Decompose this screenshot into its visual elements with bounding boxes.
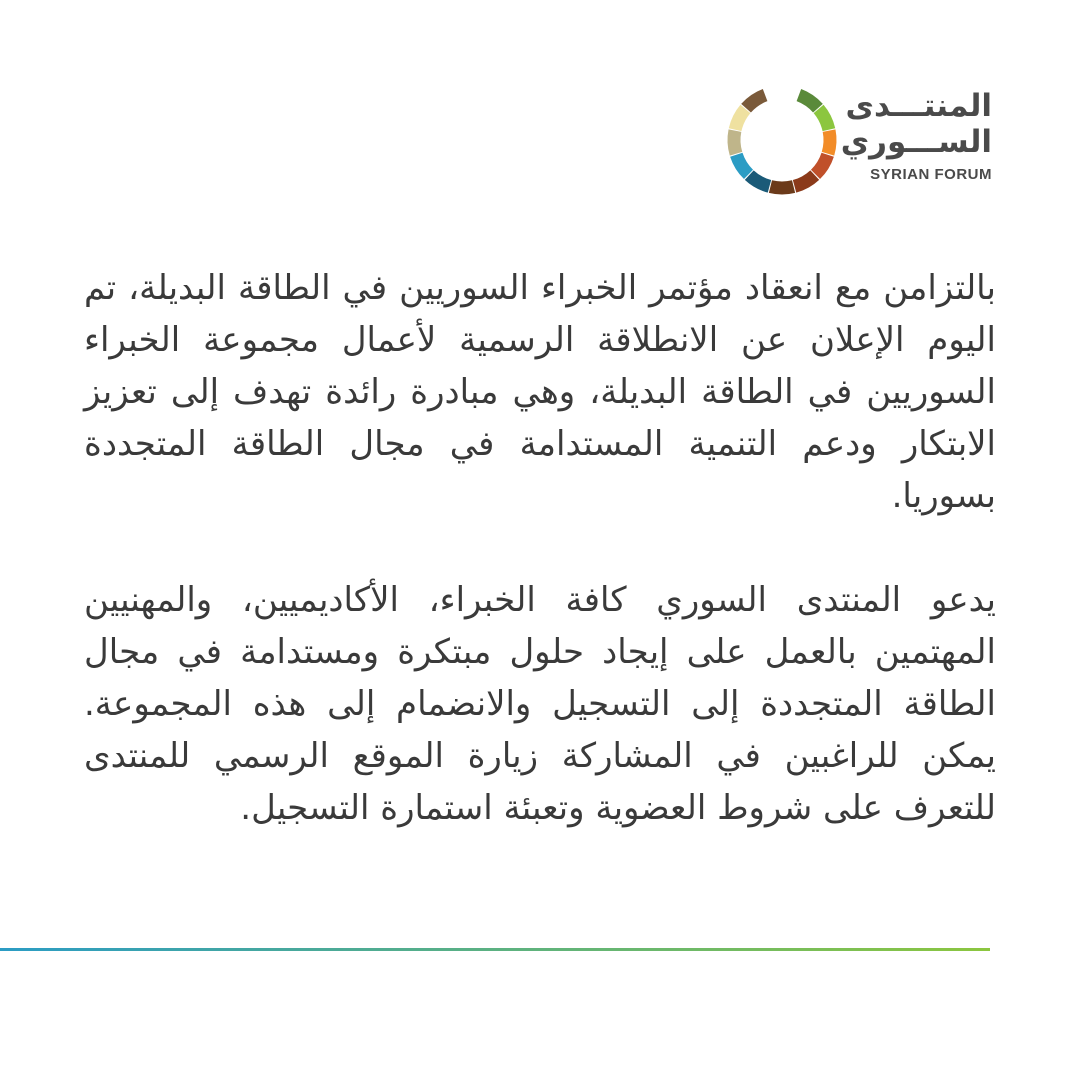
- syrian-forum-logo: [724, 82, 994, 198]
- logo-name-arabic-line-2: الســـوري: [840, 124, 992, 160]
- logo-ring-segment: [815, 155, 827, 175]
- logo-ring-segment: [795, 175, 815, 186]
- logo-ring-icon: [724, 82, 840, 198]
- announcement-paragraph-1: بالتزامن مع انعقاد مؤتمر الخبراء السوريين في الطاقة البديلة، تم اليوم الإعلان عن الانطلاقة الرسمية لأعمال مجموعة الخبراء السوريين في الطاقة البديلة، وهي مبادرة رائدة تهدف إلى تعزيز الابتكار ودعم التنمية المستدامة في مجال الطاقة المتجددة بسوريا.: [84, 268, 996, 516]
- logo-ring-segment: [828, 131, 830, 154]
- logo-ring-segment: [746, 95, 765, 108]
- accent-divider-line: [0, 948, 990, 951]
- logo-ring-segment: [736, 155, 748, 175]
- logo-text: [840, 88, 992, 183]
- logo-ring-segment: [735, 109, 745, 130]
- logo-ring-segment: [749, 175, 769, 186]
- logo-ring-segment: [799, 95, 818, 108]
- logo-ring-segment: [734, 131, 736, 154]
- logo-name-arabic-line-1: المنتـــدى: [845, 88, 992, 124]
- logo-ring-segment: [819, 109, 829, 130]
- announcement-paragraph-2: يدعو المنتدى السوري كافة الخبراء، الأكاديميين، والمهنيين المهتمين بالعمل على إيجاد حلول مبتكرة ومستدامة في مجال الطاقة المتجددة إلى التسجيل والانضمام إلى هذه المجموعة. يمكن للراغبين في المشاركة زيارة الموقع الرسمي للمنتدى للتعرف على شروط العضوية وتعبئة استمارة التسجيل.: [84, 580, 996, 828]
- logo-name-english: SYRIAN FORUM: [870, 166, 992, 183]
- announcement-body: [84, 262, 996, 834]
- logo-ring-segment: [770, 187, 793, 188]
